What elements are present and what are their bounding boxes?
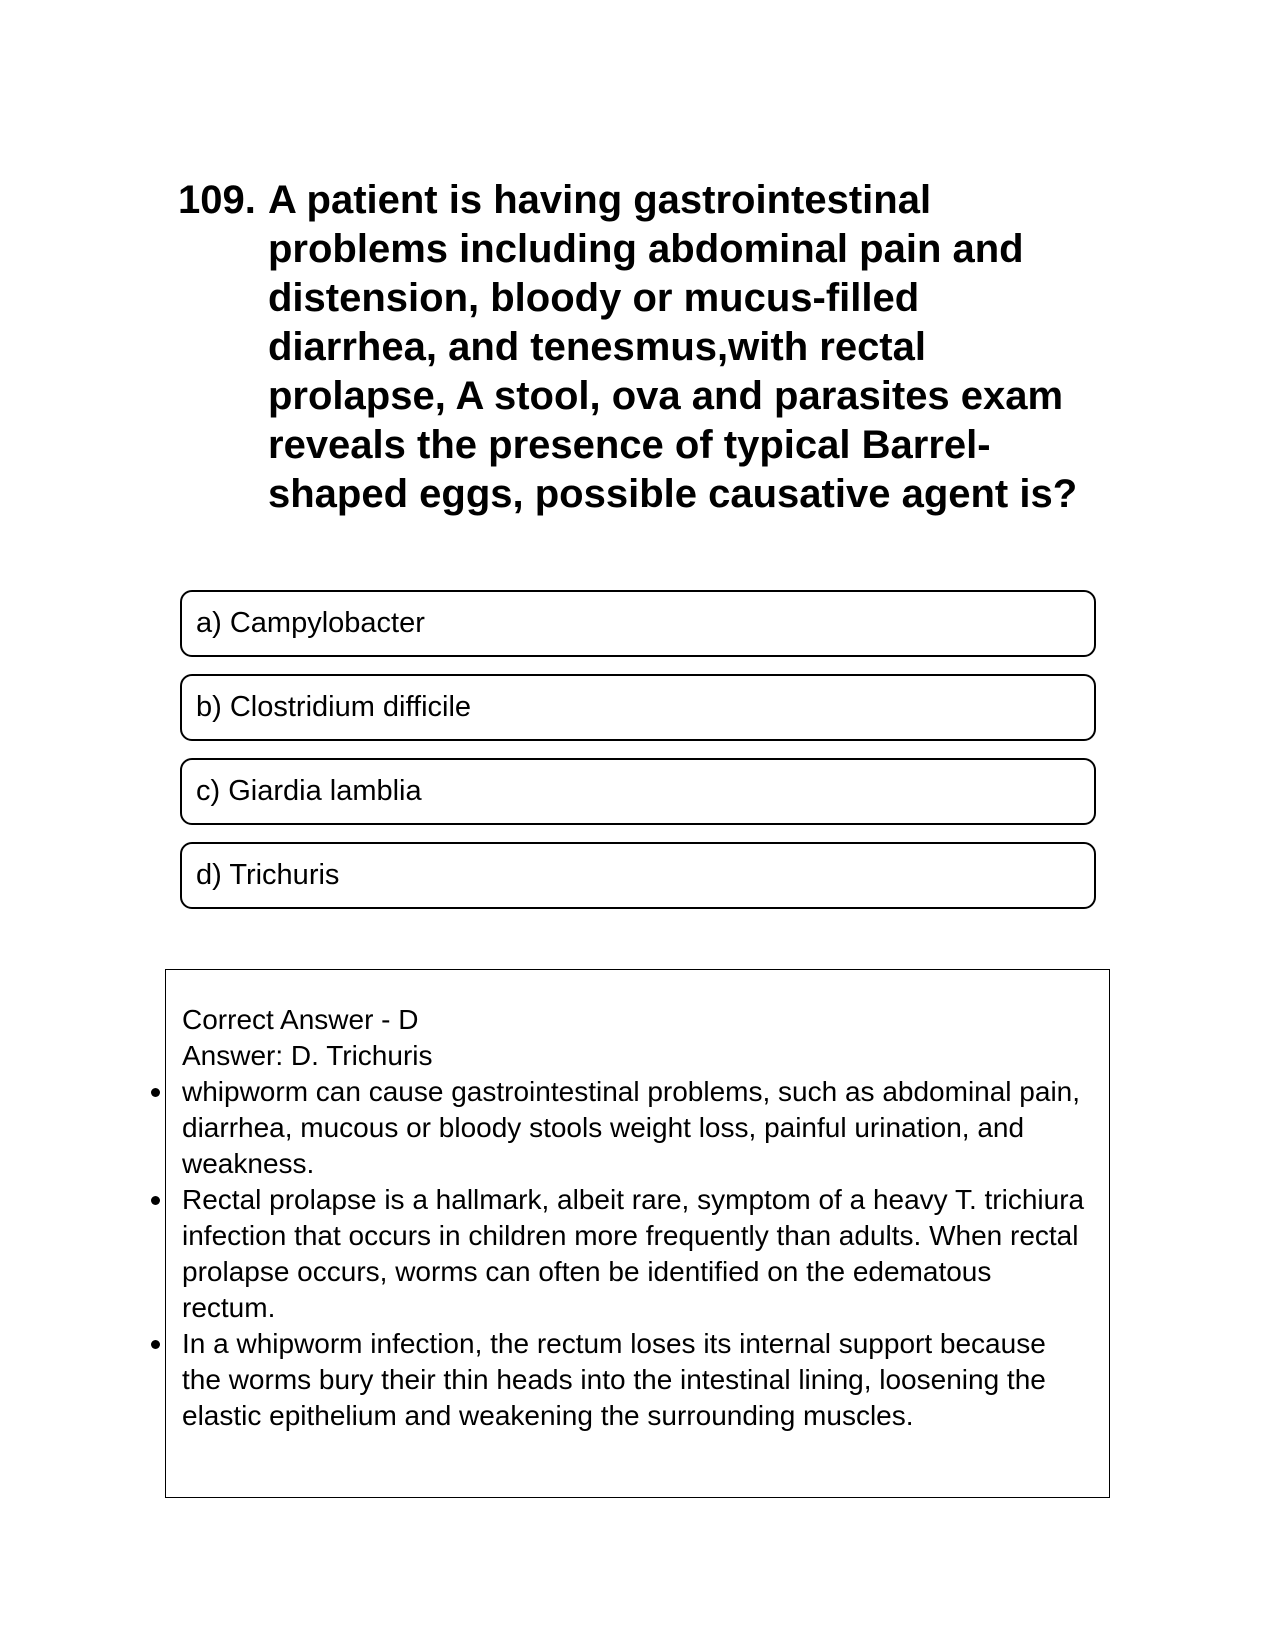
question-number: 109. — [178, 178, 256, 222]
answer-box — [165, 969, 1110, 1498]
correct-answer: Correct Answer - D — [182, 1004, 419, 1035]
option-c[interactable]: c) Giardia lamblia — [180, 758, 1096, 825]
explanation-title: Answer: D. Trichuris — [182, 1040, 433, 1071]
answer-content — [182, 1002, 1087, 1434]
question — [178, 176, 1078, 519]
explanation-point-1: whipworm can cause gastrointestinal problems, such as abdominal pain, diarrhea, mucous or bloody stools weight loss, painful urination, and weakness. — [182, 1074, 1087, 1182]
option-b[interactable]: b) Clostridium difficile — [180, 674, 1096, 741]
option-d[interactable]: d) Trichuris — [180, 842, 1096, 909]
explanation-list — [182, 1074, 1087, 1434]
question-text: A patient is having gastrointestinal problems including abdominal pain and distension, bloody or mucus-filled diarrhea, and tenesmus,with rectal prolapse, A stool, ova and parasites exam reveals the presence of typical Barrel-shaped eggs, possible causative agent is? — [268, 178, 1078, 516]
explanation-point-3: In a whipworm infection, the rectum loses its internal support because the worms bury their thin heads into the intestinal lining, loosening the elastic epithelium and weakening the surrounding muscles. — [182, 1326, 1087, 1434]
option-a[interactable]: a) Campylobacter — [180, 590, 1096, 657]
explanation-point-2: Rectal prolapse is a hallmark, albeit rare, symptom of a heavy T. trichiura infection that occurs in children more frequently than adults. When rectal prolapse occurs, worms can often be identified on the edematous rectum. — [182, 1182, 1087, 1326]
options-list — [180, 590, 1096, 926]
